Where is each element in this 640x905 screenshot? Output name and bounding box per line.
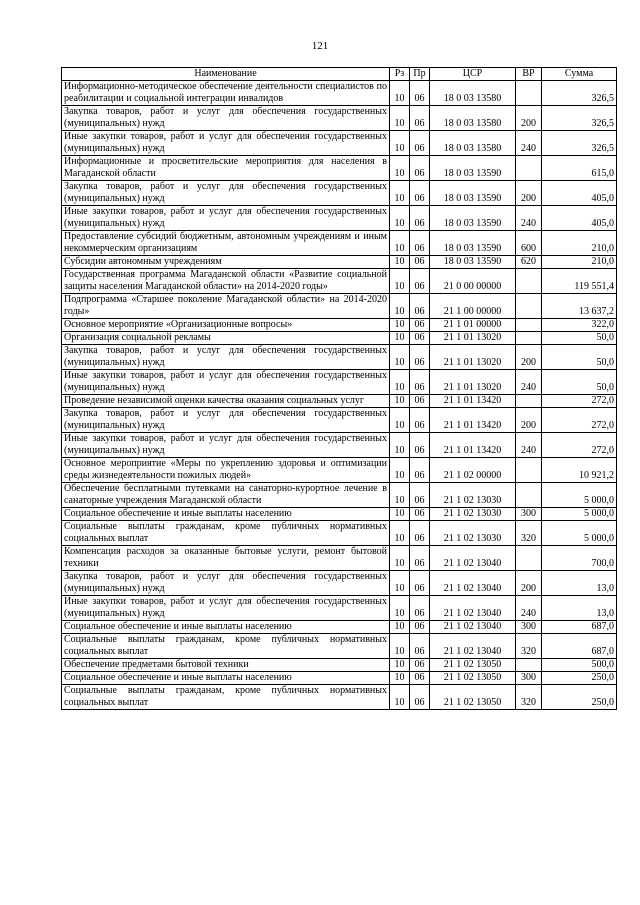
cell-csr: 21 1 02 13040: [430, 596, 516, 621]
cell-name: Закупка товаров, работ и услуг для обеспечения государственных (муниципальных) нужд: [62, 106, 390, 131]
cell-vr: [516, 319, 542, 332]
cell-vr: 200: [516, 571, 542, 596]
table-row: [62, 181, 617, 206]
cell-pr: 06: [410, 181, 430, 206]
cell-name: Социальное обеспечение и иные выплаты населению: [62, 621, 390, 634]
cell-csr: 21 1 02 13040: [430, 634, 516, 659]
cell-csr: 18 0 03 13580: [430, 131, 516, 156]
cell-pr: 06: [410, 131, 430, 156]
cell-name: Иные закупки товаров, работ и услуг для обеспечения государственных (муниципальных) нужд: [62, 596, 390, 621]
cell-pr: 06: [410, 634, 430, 659]
cell-name: Социальное обеспечение и иные выплаты населению: [62, 508, 390, 521]
cell-vr: [516, 395, 542, 408]
table-row: [62, 131, 617, 156]
cell-name: Социальные выплаты гражданам, кроме публичных нормативных социальных выплат: [62, 634, 390, 659]
header-vr: ВР: [516, 68, 542, 81]
cell-sum: 700,0: [542, 546, 617, 571]
cell-rz: 10: [390, 106, 410, 131]
table-header: [62, 68, 617, 81]
cell-sum: 5 000,0: [542, 508, 617, 521]
cell-rz: 10: [390, 571, 410, 596]
cell-csr: 18 0 03 13580: [430, 106, 516, 131]
cell-rz: 10: [390, 206, 410, 231]
cell-name: Социальные выплаты гражданам, кроме публичных нормативных социальных выплат: [62, 521, 390, 546]
header-sum: Сумма: [542, 68, 617, 81]
cell-vr: 200: [516, 345, 542, 370]
cell-name: Закупка товаров, работ и услуг для обеспечения государственных (муниципальных) нужд: [62, 345, 390, 370]
cell-vr: 320: [516, 685, 542, 710]
cell-sum: 250,0: [542, 685, 617, 710]
cell-vr: 320: [516, 634, 542, 659]
table-row: [62, 345, 617, 370]
cell-sum: 326,5: [542, 81, 617, 106]
cell-sum: 210,0: [542, 231, 617, 256]
cell-pr: 06: [410, 206, 430, 231]
cell-sum: 322,0: [542, 319, 617, 332]
cell-name: Социальные выплаты гражданам, кроме публичных нормативных социальных выплат: [62, 685, 390, 710]
table-row: [62, 294, 617, 319]
cell-csr: 21 1 01 13420: [430, 395, 516, 408]
table-row: [62, 231, 617, 256]
cell-sum: 405,0: [542, 206, 617, 231]
cell-pr: 06: [410, 269, 430, 294]
cell-csr: 21 1 02 13030: [430, 508, 516, 521]
cell-sum: 13,0: [542, 596, 617, 621]
table-row: [62, 659, 617, 672]
cell-csr: 21 1 02 00000: [430, 458, 516, 483]
cell-sum: 615,0: [542, 156, 617, 181]
table-row: [62, 458, 617, 483]
cell-csr: 18 0 03 13590: [430, 156, 516, 181]
cell-sum: 326,5: [542, 106, 617, 131]
cell-pr: 06: [410, 395, 430, 408]
cell-pr: 06: [410, 231, 430, 256]
cell-sum: 50,0: [542, 332, 617, 345]
cell-csr: 18 0 03 13590: [430, 256, 516, 269]
cell-csr: 18 0 03 13590: [430, 231, 516, 256]
cell-pr: 06: [410, 659, 430, 672]
cell-pr: 06: [410, 596, 430, 621]
cell-sum: 5 000,0: [542, 521, 617, 546]
table-row: [62, 206, 617, 231]
cell-vr: [516, 659, 542, 672]
header-rz: Рз: [390, 68, 410, 81]
cell-vr: 300: [516, 672, 542, 685]
cell-pr: 06: [410, 433, 430, 458]
cell-csr: 21 1 01 00000: [430, 319, 516, 332]
cell-rz: 10: [390, 156, 410, 181]
cell-name: Обеспечение бесплатными путевками на санаторно-курортное лечение в санаторные учреждения Магаданской области: [62, 483, 390, 508]
cell-csr: 18 0 03 13590: [430, 206, 516, 231]
table-row: [62, 571, 617, 596]
table-row: [62, 521, 617, 546]
cell-pr: 06: [410, 319, 430, 332]
cell-name: Иные закупки товаров, работ и услуг для обеспечения государственных (муниципальных) нужд: [62, 131, 390, 156]
cell-pr: 06: [410, 106, 430, 131]
table-row: [62, 319, 617, 332]
cell-rz: 10: [390, 231, 410, 256]
cell-rz: 10: [390, 131, 410, 156]
cell-csr: 21 1 01 13020: [430, 332, 516, 345]
cell-sum: 13,0: [542, 571, 617, 596]
cell-pr: 06: [410, 483, 430, 508]
cell-name: Подпрограмма «Старшее поколение Магаданской области» на 2014-2020 годы»: [62, 294, 390, 319]
cell-csr: 21 1 01 13020: [430, 345, 516, 370]
table-row: [62, 332, 617, 345]
table-row: [62, 621, 617, 634]
cell-name: Субсидии автономным учреждениям: [62, 256, 390, 269]
cell-csr: 21 1 01 13420: [430, 433, 516, 458]
cell-sum: 10 921,2: [542, 458, 617, 483]
cell-pr: 06: [410, 621, 430, 634]
cell-rz: 10: [390, 256, 410, 269]
cell-vr: 240: [516, 131, 542, 156]
table-row: [62, 546, 617, 571]
cell-rz: 10: [390, 433, 410, 458]
cell-vr: 620: [516, 256, 542, 269]
cell-rz: 10: [390, 408, 410, 433]
cell-vr: 200: [516, 181, 542, 206]
cell-rz: 10: [390, 181, 410, 206]
table-row: [62, 408, 617, 433]
cell-name: Предоставление субсидий бюджетным, автономным учреждениям и иным некоммерческим организациям: [62, 231, 390, 256]
cell-vr: [516, 483, 542, 508]
cell-pr: 06: [410, 345, 430, 370]
table-row: [62, 156, 617, 181]
cell-vr: 240: [516, 370, 542, 395]
cell-pr: 06: [410, 672, 430, 685]
cell-sum: 5 000,0: [542, 483, 617, 508]
cell-vr: [516, 294, 542, 319]
cell-csr: 18 0 03 13590: [430, 181, 516, 206]
cell-rz: 10: [390, 294, 410, 319]
cell-sum: 119 551,4: [542, 269, 617, 294]
cell-sum: 50,0: [542, 370, 617, 395]
cell-rz: 10: [390, 332, 410, 345]
cell-rz: 10: [390, 521, 410, 546]
cell-rz: 10: [390, 81, 410, 106]
table-body: [62, 81, 617, 710]
cell-name: Иные закупки товаров, работ и услуг для обеспечения государственных (муниципальных) нужд: [62, 206, 390, 231]
cell-rz: 10: [390, 345, 410, 370]
cell-vr: [516, 332, 542, 345]
cell-name: Компенсация расходов за оказанные бытовые услуги, ремонт бытовой техники: [62, 546, 390, 571]
cell-pr: 06: [410, 294, 430, 319]
cell-vr: 240: [516, 206, 542, 231]
cell-csr: 21 1 02 13030: [430, 483, 516, 508]
table-row: [62, 596, 617, 621]
cell-name: Государственная программа Магаданской области «Развитие социальной защиты населения Магаданской области» на 2014-2020 годы»: [62, 269, 390, 294]
header-pr: Пр: [410, 68, 430, 81]
cell-pr: 06: [410, 521, 430, 546]
cell-sum: 50,0: [542, 345, 617, 370]
cell-pr: 06: [410, 408, 430, 433]
table-row: [62, 395, 617, 408]
cell-sum: 272,0: [542, 433, 617, 458]
table-row: [62, 483, 617, 508]
cell-sum: 326,5: [542, 131, 617, 156]
cell-name: Закупка товаров, работ и услуг для обеспечения государственных (муниципальных) нужд: [62, 408, 390, 433]
cell-vr: 320: [516, 521, 542, 546]
cell-pr: 06: [410, 685, 430, 710]
cell-pr: 06: [410, 546, 430, 571]
table-row: [62, 634, 617, 659]
cell-csr: 21 1 02 13040: [430, 621, 516, 634]
cell-sum: 687,0: [542, 621, 617, 634]
cell-pr: 06: [410, 508, 430, 521]
cell-name: Социальное обеспечение и иные выплаты населению: [62, 672, 390, 685]
cell-sum: 272,0: [542, 408, 617, 433]
page-number: 121: [311, 40, 329, 52]
header-row: [62, 68, 617, 81]
cell-name: Закупка товаров, работ и услуг для обеспечения государственных (муниципальных) нужд: [62, 181, 390, 206]
cell-pr: 06: [410, 370, 430, 395]
table-row: [62, 433, 617, 458]
table-row: [62, 370, 617, 395]
cell-name: Информационные и просветительские мероприятия для населения в Магаданской области: [62, 156, 390, 181]
cell-sum: 250,0: [542, 672, 617, 685]
cell-rz: 10: [390, 546, 410, 571]
cell-vr: [516, 546, 542, 571]
cell-csr: 18 0 03 13580: [430, 81, 516, 106]
cell-name: Обеспечение предметами бытовой техники: [62, 659, 390, 672]
cell-rz: 10: [390, 621, 410, 634]
cell-vr: 600: [516, 231, 542, 256]
cell-rz: 10: [390, 370, 410, 395]
cell-pr: 06: [410, 332, 430, 345]
cell-pr: 06: [410, 458, 430, 483]
cell-name: Информационно-методическое обеспечение деятельности специалистов по реабилитации и социальной интеграции инвалидов: [62, 81, 390, 106]
cell-sum: 210,0: [542, 256, 617, 269]
cell-csr: 21 1 01 13020: [430, 370, 516, 395]
cell-pr: 06: [410, 571, 430, 596]
cell-pr: 06: [410, 256, 430, 269]
cell-vr: 240: [516, 596, 542, 621]
cell-pr: 06: [410, 156, 430, 181]
cell-pr: 06: [410, 81, 430, 106]
cell-name: Иные закупки товаров, работ и услуг для обеспечения государственных (муниципальных) нужд: [62, 370, 390, 395]
cell-sum: 13 637,2: [542, 294, 617, 319]
cell-name: Организация социальной рекламы: [62, 332, 390, 345]
cell-rz: 10: [390, 596, 410, 621]
cell-rz: 10: [390, 395, 410, 408]
cell-csr: 21 0 00 00000: [430, 269, 516, 294]
table-row: [62, 81, 617, 106]
cell-rz: 10: [390, 634, 410, 659]
cell-rz: 10: [390, 672, 410, 685]
budget-table: [61, 67, 617, 710]
cell-vr: [516, 269, 542, 294]
cell-rz: 10: [390, 508, 410, 521]
cell-rz: 10: [390, 685, 410, 710]
cell-rz: 10: [390, 483, 410, 508]
cell-sum: 272,0: [542, 395, 617, 408]
cell-name: Закупка товаров, работ и услуг для обеспечения государственных (муниципальных) нужд: [62, 571, 390, 596]
cell-vr: 300: [516, 621, 542, 634]
cell-vr: [516, 156, 542, 181]
cell-sum: 687,0: [542, 634, 617, 659]
cell-name: Проведение независимой оценки качества оказания социальных услуг: [62, 395, 390, 408]
cell-csr: 21 1 02 13050: [430, 659, 516, 672]
cell-vr: [516, 81, 542, 106]
header-name: Наименование: [62, 68, 390, 81]
cell-csr: 21 1 02 13030: [430, 521, 516, 546]
table-row: [62, 256, 617, 269]
cell-rz: 10: [390, 319, 410, 332]
cell-rz: 10: [390, 458, 410, 483]
cell-rz: 10: [390, 659, 410, 672]
cell-vr: 240: [516, 433, 542, 458]
table-row: [62, 106, 617, 131]
cell-name: Основное мероприятие «Организационные вопросы»: [62, 319, 390, 332]
cell-csr: 21 1 02 13040: [430, 571, 516, 596]
cell-rz: 10: [390, 269, 410, 294]
table-row: [62, 508, 617, 521]
cell-csr: 21 1 02 13050: [430, 672, 516, 685]
cell-sum: 405,0: [542, 181, 617, 206]
cell-csr: 21 1 01 13420: [430, 408, 516, 433]
cell-csr: 21 1 02 13040: [430, 546, 516, 571]
cell-csr: 21 1 02 13050: [430, 685, 516, 710]
cell-vr: 200: [516, 106, 542, 131]
cell-name: Основное мероприятие «Меры по укреплению здоровья и оптимизации среды жизнедеятельности пожилых людей»: [62, 458, 390, 483]
cell-vr: 200: [516, 408, 542, 433]
cell-vr: [516, 458, 542, 483]
cell-name: Иные закупки товаров, работ и услуг для обеспечения государственных (муниципальных) нужд: [62, 433, 390, 458]
table-row: [62, 672, 617, 685]
table-row: [62, 685, 617, 710]
header-csr: ЦСР: [430, 68, 516, 81]
cell-csr: 21 1 00 00000: [430, 294, 516, 319]
table-row: [62, 269, 617, 294]
cell-vr: 300: [516, 508, 542, 521]
cell-sum: 500,0: [542, 659, 617, 672]
